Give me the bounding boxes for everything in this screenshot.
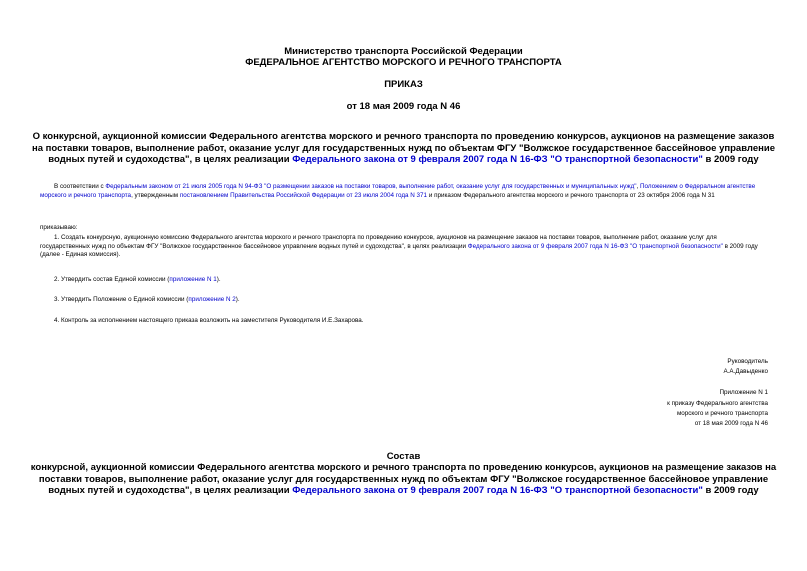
regulation-link[interactable]: Положением о Федеральном агентстве морского и речного транспорта	[40, 183, 756, 199]
item-3-text-1: 3. Утвердить Положение о Единой комиссии (	[54, 296, 189, 303]
title-law-link[interactable]: Федерального закона от 9 февраля 2007 года N 16-ФЗ "О транспортной безопасности"	[292, 154, 703, 165]
item-1-text-2: в 2009 году (далее - Единая комиссия).	[40, 242, 758, 259]
composition-heading: Состав	[386, 451, 421, 462]
government-resolution-link[interactable]: постановлением Правительства Российской Федерации от 23 июля 2004 года N 371	[179, 191, 428, 199]
item-1	[40, 234, 768, 260]
title-text-1: О конкурсной, аукционной комиссии Федерального агентства морского и речного транспорта по проведению конкурсов, аукционов на размещение заказов на поставки товаров, выполнение работ, оказание услуг для государственных нужд по объектам ФГУ "Волжское государственное бассейновое управление водных путей и судоходства", в целях реализации	[32, 131, 775, 165]
preamble	[40, 183, 768, 200]
ministry-name: Министерство транспорта Российской Федерации	[284, 46, 523, 57]
item-2	[40, 276, 768, 285]
item-2-text-2: ).	[216, 276, 221, 283]
preamble-text-3: , утвержденным	[131, 191, 180, 199]
preamble-text-1: В соответствии с	[54, 183, 106, 190]
federal-law-94-link[interactable]: Федеральным законом от 21 июля 2005 года N 94-ФЗ "О размещении заказов на поставки товаров, выполнение работ, оказание услуг для государственных и муниципальных нужд"	[105, 183, 637, 190]
title-text-2: в 2009 году	[702, 154, 759, 165]
document-title	[30, 131, 777, 166]
document-type: ПРИКАЗ	[384, 79, 423, 90]
appendix-1-link[interactable]: приложение N 1	[169, 276, 217, 283]
appendix-ref-line-4: от 18 мая 2009 года N 46	[694, 420, 768, 427]
appendix-ref-line-2: к приказу Федерального агентства	[667, 400, 768, 407]
preamble-text-2: ,	[636, 183, 640, 190]
composition-law-link[interactable]: Федерального закона от 9 февраля 2007 года N 16-ФЗ "О транспортной безопасности"	[292, 485, 703, 496]
appendix-2-link[interactable]: приложение N 2	[188, 296, 236, 303]
composition-text-2: в 2009 году	[702, 485, 759, 496]
item-1-law-link[interactable]: Федерального закона от 9 февраля 2007 года N 16-ФЗ "О транспортной безопасности"	[467, 242, 723, 250]
composition-title	[30, 462, 777, 497]
item-4: 4. Контроль за исполнением настоящего приказа возложить на заместителя Руководителя И.Е.Захарова.	[54, 317, 364, 324]
agency-name: ФЕДЕРАЛЬНОЕ АГЕНТСТВО МОРСКОГО И РЕЧНОГО ТРАНСПОРТА	[245, 57, 562, 68]
item-3	[40, 296, 768, 305]
document-date-number: от 18 мая 2009 года N 46	[346, 101, 461, 112]
signature-role: Руководитель	[727, 358, 768, 365]
preamble-text-4: и приказом Федерального агентства морского и речного транспорта от 23 октября 2006 года N 31	[427, 191, 715, 199]
signature-name: А.А.Давыденко	[723, 368, 768, 375]
item-1-text-1: 1. Создать конкурсную, аукционную комиссию Федерального агентства морского и речного транспорта по проведению конкурсов, аукционов на размещение заказов на поставки товаров, выполнение работ, оказание услуг для государственных нужд по объектам ФГУ "Волжское государственное бассейновое управление водных путей и судоходства", в целях реализации	[40, 234, 717, 250]
appendix-ref-line-1: Приложение N 1	[719, 389, 768, 396]
appendix-ref-line-3: морского и речного транспорта	[676, 410, 768, 417]
item-3-text-2: ).	[235, 296, 240, 303]
item-2-text-1: 2. Утвердить состав Единой комиссии (	[54, 276, 170, 283]
order-word: приказываю:	[40, 224, 78, 231]
composition-text-1: конкурсной, аукционной комиссии Федерального агентства морского и речного транспорта по проведению конкурсов, аукционов на размещение заказов на поставки товаров, выполнение работ, оказание услуг для государственных нужд по объектам ФГУ "Волжское государственное бассейновое управление водных путей и судоходства", в целях реализации	[30, 462, 777, 496]
